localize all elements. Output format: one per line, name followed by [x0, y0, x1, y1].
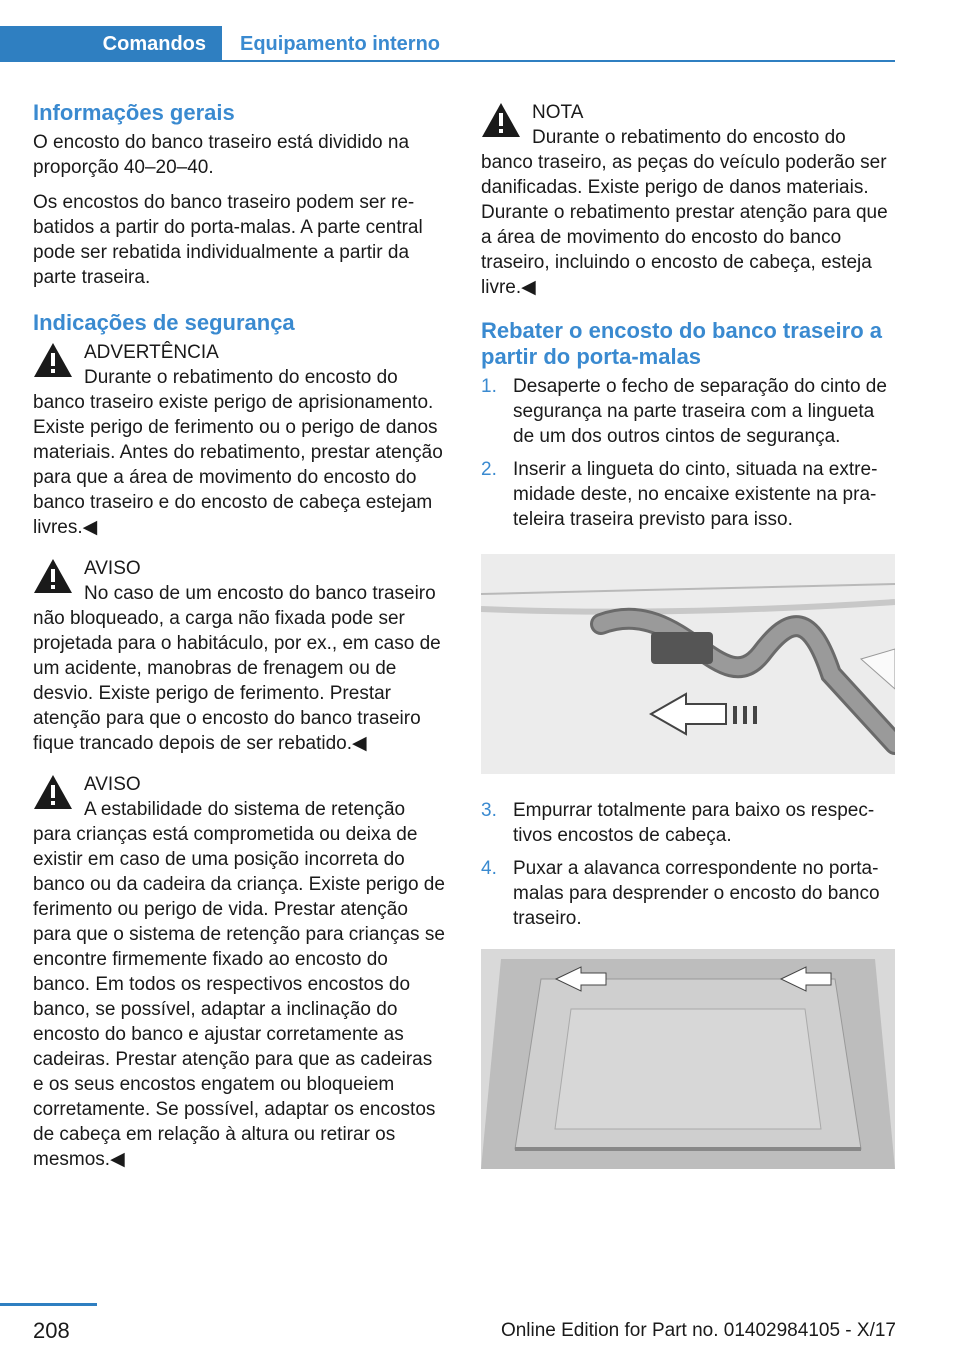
warning-text: No caso de um encosto do banco traseiro não bloqueado, a carga não fixada pode ser projetada para o habitáculo, por ex., em caso de um acidente, manobras de frenagem ou de desvio. Existe perigo de ferimento. Prestar atenção para que o encosto do banco traseiro fique trancado depois de ser rebatido.◀: [33, 583, 441, 754]
list-item: [481, 457, 895, 532]
heading-indicacoes-seguranca: Indicações de segurança: [33, 310, 295, 335]
step-text: Inserir a lingueta do cinto, situada na extremidade deste, no encaixe existente na prateleira traseira previsto para isso.: [513, 459, 878, 530]
warning-triangle-icon: [33, 774, 73, 810]
note-block: [481, 100, 895, 300]
warning-title: ADVERTÊNCIA: [84, 342, 219, 363]
steps-list-b: [481, 798, 895, 931]
heading-informacoes-gerais: Informações gerais: [33, 100, 235, 125]
warning-triangle-icon: [33, 342, 73, 378]
step-text: Puxar a alavanca correspondente no porta-malas para desprender o encosto do banco traseiro.: [513, 858, 880, 929]
warning-block: [33, 772, 447, 1172]
right-column: [481, 100, 895, 1193]
header-tabs: [0, 0, 895, 62]
list-item: [481, 374, 895, 449]
footer-rule: [0, 1303, 97, 1306]
warning-title: AVISO: [84, 774, 141, 795]
trunk-illustration: [481, 949, 895, 1169]
tab-equipamento-interno[interactable]: Equipamento interno: [240, 32, 440, 55]
heading-rebater-encosto: Rebater o encosto do banco traseiro a partir do porta-malas: [481, 318, 882, 369]
warning-text: Durante o rebatimento do encosto do banco traseiro existe perigo de aprisionamento. Existe perigo de ferimento ou o perigo de danos materiais. Antes do rebatimento, prestar atenção para que a área de movimento do encosto do banco traseiro e do encosto de cabeça estejam livres.◀: [33, 367, 443, 538]
note-text: Durante o rebatimento do encosto do banco traseiro, as peças do veículo poderão ser danificadas. Existe perigo de danos materiais. Durante o rebatimento prestar atenção para que a área de movimento do encosto do banco traseiro, incluindo o encosto de cabeça, esteja livre.◀: [481, 127, 888, 298]
step-number: 4.: [481, 858, 497, 879]
step-number: 2.: [481, 459, 497, 480]
list-item: [481, 856, 895, 931]
paragraph: Os encostos do banco traseiro podem ser rebatidos a partir do porta-malas. A parte central pode ser rebatida individualmente a partir da parte traseira.: [33, 192, 423, 288]
warning-block: [33, 340, 447, 540]
steps-list-a: [481, 374, 895, 532]
step-number: 1.: [481, 376, 497, 397]
step-text: Empurrar totalmente para baixo os respectivos encostos de cabeça.: [513, 800, 875, 846]
warning-text: A estabilidade do sistema de retenção para crianças está comprometida ou deixa de existir em caso de uma posição incorreta do banco ou da cadeira da criança. Existe perigo de ferimento ou perigo de vida. Prestar atenção para que o sistema de retenção para crianças se encontre firmemente fixado ao encosto do banco. Em todos os respectivos encostos do banco, se possível, adaptar a inclinação do encosto do banco e ajustar corretamente as cadeiras. Prestar atenção para que as cadeiras e os seus encostos engatem ou bloqueiem corretamente. Se possível, adaptar os encostos de cabeça em relação à altura ou retirar os mesmos.◀: [33, 799, 445, 1170]
list-item: [481, 798, 895, 848]
tab-comandos[interactable]: Comandos: [0, 26, 222, 62]
belt-tongue-illustration: [481, 554, 895, 774]
step-number: 3.: [481, 800, 497, 821]
page-number: 208: [33, 1318, 70, 1343]
warning-block: [33, 556, 447, 756]
warning-triangle-icon: [481, 102, 521, 138]
note-title: NOTA: [532, 102, 584, 123]
left-column: [33, 100, 447, 1188]
warning-triangle-icon: [33, 558, 73, 594]
paragraph: O encosto do banco traseiro está dividido na proporção 40–20–40.: [33, 132, 410, 178]
header-rule: [222, 60, 895, 62]
edition-note: Online Edition for Part no. 01402984105 - X/17: [500, 1320, 896, 1341]
step-text: Desaperte o fecho de separação do cinto de segurança na parte traseira com a lingueta de um dos outros cintos de segurança.: [513, 376, 887, 447]
warning-title: AVISO: [84, 558, 141, 579]
